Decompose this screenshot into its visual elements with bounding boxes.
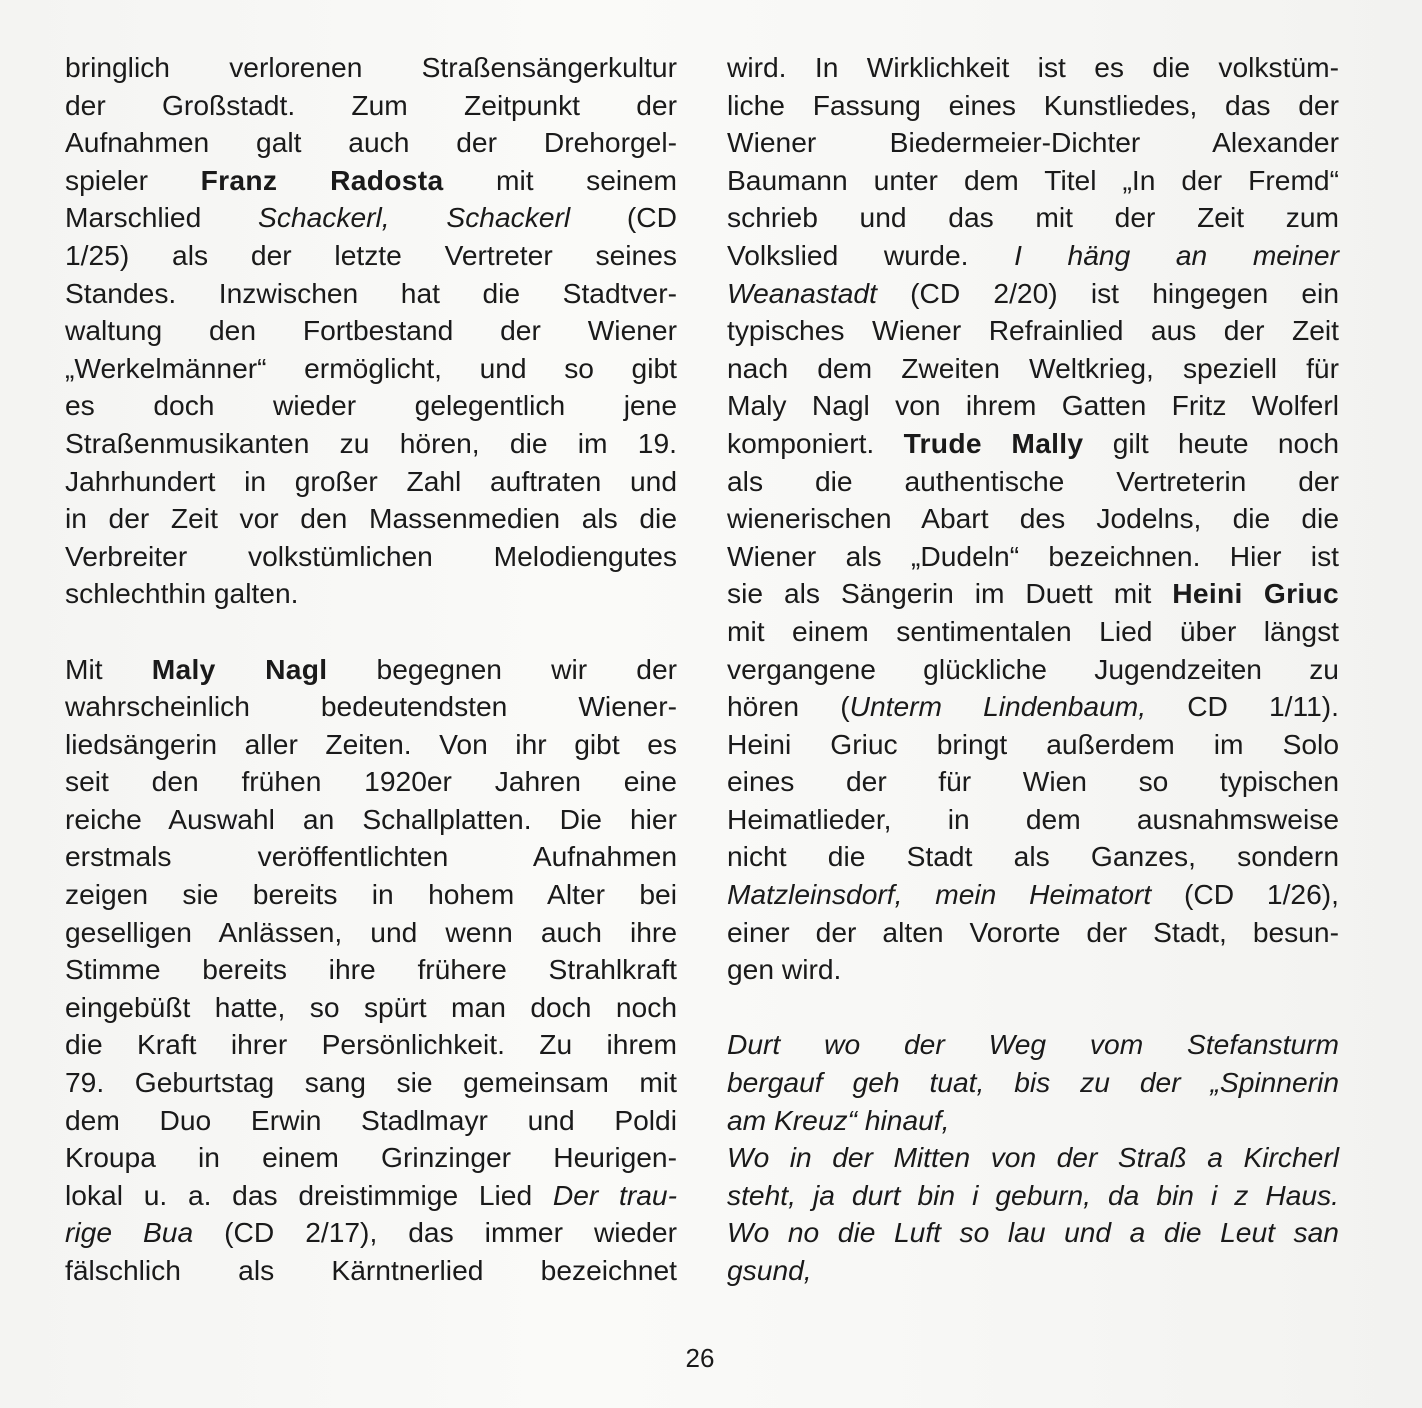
- text-line: Aufnahmen galt auch der Drehorgel-: [65, 126, 677, 159]
- text-line: wahrscheinlich bedeutendsten Wiener-: [65, 690, 677, 723]
- paragraph-maly-nagl: [65, 651, 677, 1290]
- text-line: spieler Franz Radosta mit seinem: [65, 163, 677, 196]
- text-line: Weanastadt (CD 2/20) ist hingegen ein: [727, 276, 1339, 309]
- text-line: Volkslied wurde. I häng an meiner: [727, 238, 1339, 271]
- song-title: rige Bua: [65, 1216, 194, 1249]
- text-line: geselligen Anlässen, und wenn auch ihre: [65, 915, 677, 948]
- text-line: mit einem sentimentalen Lied über längst: [727, 614, 1339, 647]
- text-line: hören (Unterm Lindenbaum, CD 1/11).: [727, 690, 1339, 723]
- lyric-line: Wo no die Luft so lau und a die Leut san: [727, 1216, 1339, 1249]
- song-title: Der trau-: [552, 1178, 677, 1211]
- text-line: seit den frühen 1920er Jahren eine: [65, 765, 677, 798]
- text-line: reiche Auswahl an Schallplatten. Die hier: [65, 802, 677, 835]
- left-column: [65, 49, 677, 1290]
- lyric-line: Durt wo der Weg vom Stefansturm: [727, 1028, 1339, 1061]
- page-number: 26: [685, 1343, 715, 1373]
- text-line: komponiert. Trude Mally gilt heute noch: [727, 426, 1339, 459]
- text-line: liedsängerin aller Zeiten. Von ihr gibt es: [65, 727, 677, 760]
- text-line: Baumann unter dem Titel „In der Fremd“: [727, 163, 1339, 196]
- text-line: sie als Sängerin im Duett mit Heini Griuc: [727, 577, 1339, 610]
- text-line: erstmals veröffentlichten Aufnahmen: [65, 840, 677, 873]
- text-line: schrieb und das mit der Zeit zum: [727, 201, 1339, 234]
- paragraph-trude-mally: [727, 49, 1339, 989]
- song-title: Matzleinsdorf, mein Heimatort: [727, 878, 1152, 911]
- text-line: wienerischen Abart des Jodelns, die die: [727, 502, 1339, 535]
- text-line: bringlich verlorenen Straßensängerkultur: [65, 51, 677, 83]
- lyric-line: bergauf geh tuat, bis zu der „Spinnerin: [727, 1066, 1339, 1099]
- song-title: Weanastadt: [727, 276, 877, 309]
- text-line: vergangene glückliche Jugendzeiten zu: [727, 652, 1339, 685]
- lyric-line: steht, ja durt bin i geburn, da bin i z Haus.: [727, 1178, 1339, 1211]
- text-line: Mit Maly Nagl begegnen wir der: [65, 652, 678, 685]
- song-title: Schackerl, Schackerl: [258, 201, 571, 234]
- text-line: 1/25) als der letzte Vertreter seines: [65, 238, 677, 271]
- text-line: in der Zeit vor den Massenmedien als die: [65, 502, 677, 535]
- text-line: Standes. Inzwischen hat die Stadtver-: [65, 276, 677, 309]
- artist-name-franz-radosta: Franz Radosta: [200, 163, 444, 196]
- text-line: Wiener als „Dudeln“ bezeichnen. Hier ist: [727, 539, 1339, 572]
- artist-name-heini-griuc: Heini Griuc: [1172, 577, 1339, 610]
- text-line: nach dem Zweiten Weltkrieg, speziell für: [727, 351, 1339, 384]
- paragraph-radosta: [65, 49, 677, 613]
- text-line: Matzleinsdorf, mein Heimatort (CD 1/26),: [727, 878, 1339, 911]
- text-line: wird. In Wirklichkeit ist es die volkstüm-: [727, 51, 1339, 83]
- text-line: liche Fassung eines Kunstliedes, das der: [727, 88, 1339, 121]
- paragraph-spacer: [727, 989, 1339, 1027]
- text-line: „Werkelmänner“ ermöglicht, und so gibt: [65, 351, 677, 384]
- text-line: zeigen sie bereits in hohem Alter bei: [65, 878, 677, 911]
- text-line: waltung den Fortbestand der Wiener: [65, 314, 677, 347]
- text-line: der Großstadt. Zum Zeitpunkt der: [65, 88, 677, 121]
- text-line: nicht die Stadt als Ganzes, sondern: [727, 840, 1339, 873]
- text-line: Straßenmusikanten zu hören, die im 19.: [65, 426, 677, 459]
- text-line: typisches Wiener Refrainlied aus der Zeit: [727, 314, 1339, 347]
- song-title: Unterm Lindenbaum,: [849, 690, 1147, 723]
- text-line: Verbreiter volkstümlichen Melodiengutes: [65, 539, 677, 572]
- artist-name-maly-nagl: Maly Nagl: [151, 652, 328, 685]
- text-line: Jahrhundert in großer Zahl auftraten und: [65, 464, 677, 497]
- text-line: lokal u. a. das dreistimmige Lied Der trau-: [65, 1178, 677, 1211]
- song-lyrics: [727, 1026, 1339, 1289]
- text-line: Heimatlieder, in dem ausnahmsweise: [727, 802, 1339, 835]
- text-line: die Kraft ihrer Persönlichkeit. Zu ihrem: [65, 1028, 677, 1061]
- text-line: rige Bua (CD 2/17), das immer wieder: [65, 1216, 677, 1249]
- text-line: eines der für Wien so typischen: [727, 765, 1339, 798]
- text-line: 79. Geburtstag sang sie gemeinsam mit: [65, 1066, 677, 1099]
- text-line: fälschlich als Kärntnerlied bezeichnet: [65, 1254, 677, 1286]
- text-line: Wiener Biedermeier-Dichter Alexander: [727, 126, 1339, 159]
- lyric-line: am Kreuz“ hinauf,: [727, 1103, 950, 1136]
- lyric-line: Wo in der Mitten von der Straß a Kircherl: [727, 1141, 1339, 1174]
- text-line: gen wird.: [727, 953, 842, 986]
- text-line: Maly Nagl von ihrem Gatten Fritz Wolferl: [727, 389, 1339, 422]
- song-title: I häng an meiner: [1014, 238, 1339, 271]
- text-line: dem Duo Erwin Stadlmayr und Poldi: [65, 1103, 677, 1136]
- lyric-line: gsund,: [727, 1254, 812, 1286]
- text-line: Kroupa in einem Grinzinger Heurigen-: [65, 1141, 677, 1174]
- text-line: schlechthin galten.: [65, 577, 299, 610]
- text-line: eingebüßt hatte, so spürt man doch noch: [65, 990, 677, 1023]
- right-column: [727, 49, 1339, 1290]
- artist-name-trude-mally: Trude Mally: [903, 426, 1084, 459]
- text-line: einer der alten Vororte der Stadt, besun-: [727, 915, 1339, 948]
- text-line: als die authentische Vertreterin der: [727, 464, 1339, 497]
- text-line: Marschlied Schackerl, Schackerl (CD: [65, 201, 678, 234]
- text-line: Stimme bereits ihre frühere Strahlkraft: [65, 953, 677, 986]
- paragraph-spacer: [65, 613, 677, 651]
- text-line: es doch wieder gelegentlich jene: [65, 389, 677, 422]
- text-line: Heini Griuc bringt außerdem im Solo: [727, 727, 1339, 760]
